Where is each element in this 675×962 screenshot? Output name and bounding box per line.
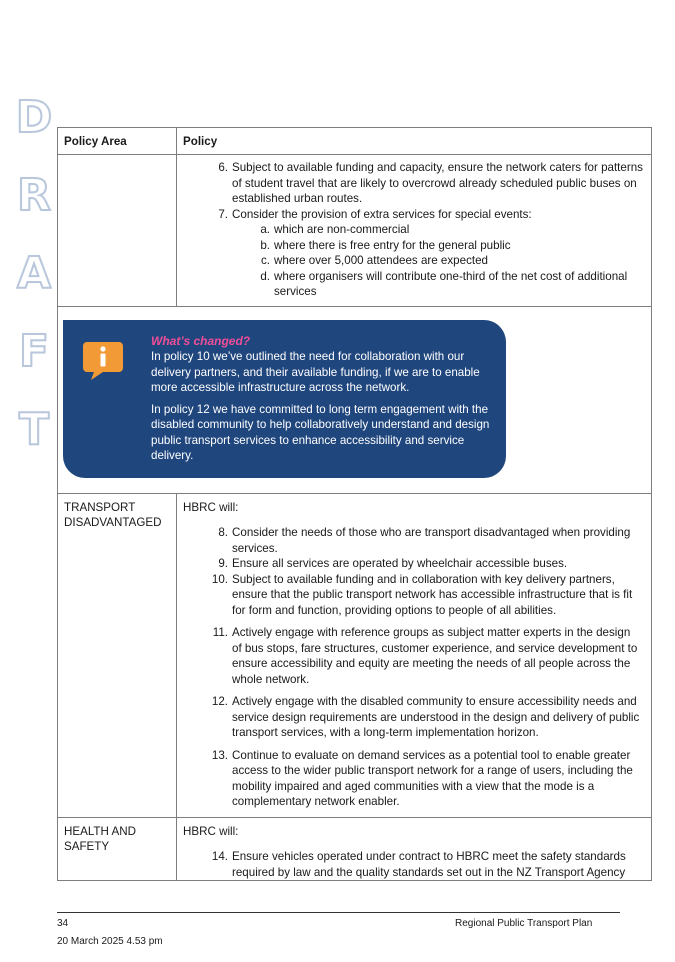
area-cell-health: [58, 817, 177, 881]
policy-item-10: [183, 572, 651, 619]
item-text: Consider the needs of those who are transport disadvantaged when providing services.: [232, 526, 631, 555]
subitem-letter: b.: [260, 238, 270, 252]
callout-paragraph-1: In policy 10 we’ve outlined the need for collaboration with our delivery partners, and their available funding, if we are to enable more accessible infrastructure across the network.: [151, 350, 480, 394]
watermark-letter-d: D: [15, 92, 53, 143]
policy-area-label: TRANSPORT DISADVANTAGED: [64, 500, 162, 529]
draft-watermark: [12, 92, 56, 482]
item-text: Ensure all services are operated by wheelchair accessible buses.: [232, 557, 568, 570]
item-number: 10.: [211, 572, 228, 586]
table-row-callout: [58, 306, 652, 493]
subitem-text: where over 5,000 attendees are expected: [274, 254, 488, 267]
item-number: 11.: [212, 626, 228, 639]
callout-cell: [58, 306, 652, 493]
header-policy-area: Policy Area: [58, 128, 177, 155]
policy-subitem-a: [183, 222, 651, 238]
footer-document-title: Regional Public Transport Plan: [455, 918, 593, 929]
footer-date: 20 March 2025 4.53 pm: [57, 936, 163, 947]
subitem-letter: d.: [260, 269, 270, 283]
item-text: Subject to available funding and in collaboration with key delivery partners, ensure that the public transport network has accessible infrastructure that is fit for form and function, providing options to people of all abilities.: [232, 572, 633, 617]
policy-intro: HBRC will:: [183, 500, 239, 514]
item-text: Actively engage with the disabled community to ensure accessibility needs and service design requirements are understood in the design and delivery of public transport services, with a long-term implementation horizon.: [232, 695, 640, 739]
policy-intro: HBRC will:: [183, 824, 239, 838]
page-number: 34: [57, 918, 69, 929]
info-icon: [81, 338, 125, 382]
item-number: 13.: [211, 748, 228, 762]
policy-item-9: [183, 556, 651, 572]
policy-cell-transport: [177, 493, 652, 817]
item-number: 14.: [211, 850, 228, 863]
item-number: 9.: [218, 557, 228, 570]
policy-item-7: [183, 207, 651, 223]
subitem-text: where there is free entry for the general public: [274, 238, 511, 252]
watermark-letter-t: T: [18, 404, 49, 455]
table-header-row: [58, 128, 652, 155]
watermark-letter-r: R: [17, 170, 51, 221]
item-text: Subject to available funding and capacity, ensure the network caters for patterns of student travel that are likely to overcrowd already scheduled public buses on established urban routes.: [232, 161, 643, 205]
policy-item-6: [183, 160, 651, 207]
subitem-letter: c.: [260, 254, 270, 267]
subitem-letter: a.: [260, 223, 270, 236]
subitem-text: which are non-commercial: [274, 223, 410, 236]
callout-paragraph-2: In policy 12 we have committed to long term engagement with the disabled community to help collaboratively understand and design public transport services to enhance accessibility and service delivery.: [151, 402, 490, 462]
policy-item-8: [183, 525, 651, 556]
item-number: 7.: [218, 207, 228, 221]
area-cell-empty: [58, 155, 177, 307]
item-text: Continue to evaluate on demand services as a potential tool to enable greater access to the wider public transport network for a range of users, including the mobility impaired and aged communities with a view that the mode is a complementary network enabler.: [232, 748, 633, 808]
subitem-text: where organisers will contribute one-third of the net cost of additional services: [274, 269, 628, 298]
whats-changed-callout: [63, 320, 506, 478]
watermark-letter-f: F: [18, 326, 50, 377]
policy-item-11: [183, 625, 651, 687]
table-row-health-safety: [58, 817, 652, 881]
footer-divider: [57, 912, 620, 913]
policy-subitem-d: [183, 269, 651, 300]
policy-item-12: [183, 694, 651, 741]
area-cell-transport: [58, 493, 177, 817]
policy-cell-health: [177, 817, 652, 881]
item-text: Actively engage with reference groups as subject matter experts in the design of bus stops, fare structures, customer experience, and service development to ensure accessibility and equity are meeting the needs of all people across the whole network.: [232, 626, 638, 686]
policy-area-label: HEALTH AND SAFETY: [64, 824, 136, 853]
header-policy: Policy: [177, 128, 652, 155]
watermark-letter-a: A: [16, 248, 52, 299]
policy-subitem-c: [183, 253, 651, 269]
table-row-transport-disadvantaged: [58, 493, 652, 817]
item-number: 8.: [218, 526, 228, 539]
policy-item-13: [183, 748, 651, 810]
item-text: Consider the provision of extra services for special events:: [232, 207, 532, 221]
policy-cell-events: [177, 155, 652, 307]
item-number: 6.: [218, 161, 228, 174]
item-text: Ensure vehicles operated under contract to HBRC meet the safety standards required by law and the quality standards set out in the NZ Transport Agency: [232, 850, 626, 879]
policy-subitem-b: [183, 238, 651, 254]
policy-item-14: [183, 849, 651, 880]
policy-table: [57, 127, 652, 881]
item-number: 12.: [211, 695, 228, 708]
table-row-events: [58, 155, 652, 307]
callout-title: What’s changed?: [151, 333, 251, 348]
